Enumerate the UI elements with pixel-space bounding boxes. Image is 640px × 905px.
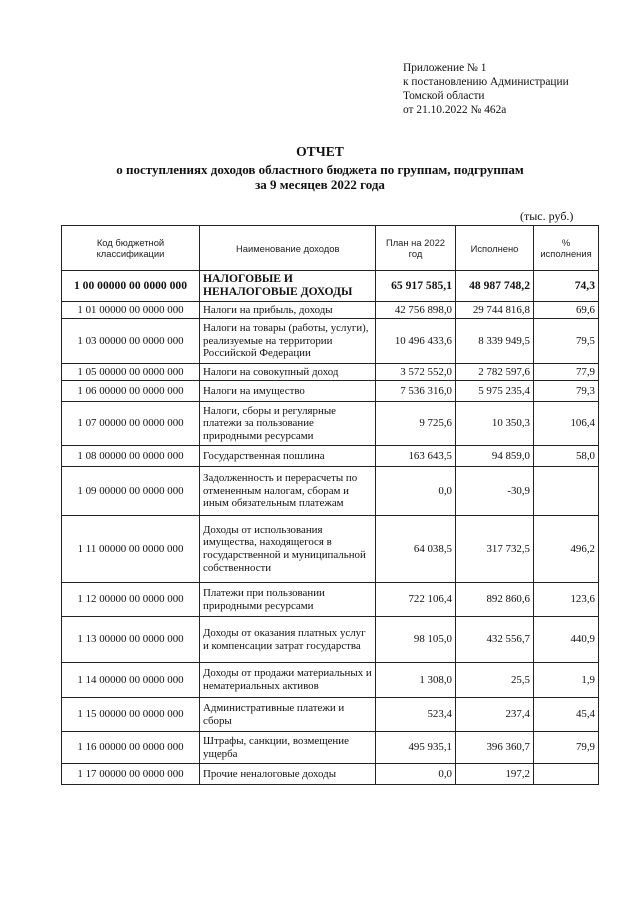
- cell-percent: [534, 467, 599, 516]
- cell-percent: 496,2: [534, 516, 599, 583]
- cell-percent: 45,4: [534, 698, 599, 732]
- table-row: [62, 271, 599, 302]
- cell-actual: 317 732,5: [456, 516, 534, 583]
- header-code: Код бюджетной классификации: [62, 226, 200, 271]
- cell-code: 1 03 00000 00 0000 000: [62, 319, 200, 364]
- cell-percent: 77,9: [534, 364, 599, 381]
- cell-actual: -30,9: [456, 467, 534, 516]
- revenue-table: [61, 225, 599, 785]
- cell-plan: 722 106,4: [376, 583, 456, 617]
- table-row: [62, 302, 599, 319]
- cell-name: Прочие неналоговые доходы: [200, 764, 376, 785]
- cell-code: 1 09 00000 00 0000 000: [62, 467, 200, 516]
- cell-percent: [534, 764, 599, 785]
- cell-name: Платежи при пользовании природными ресурсами: [200, 583, 376, 617]
- cell-percent: 74,3: [534, 271, 599, 302]
- cell-code: 1 12 00000 00 0000 000: [62, 583, 200, 617]
- cell-code: 1 14 00000 00 0000 000: [62, 663, 200, 698]
- cell-code: 1 11 00000 00 0000 000: [62, 516, 200, 583]
- cell-name: Задолженность и перерасчеты по отмененным налогам, сборам и иным обязательным платежам: [200, 467, 376, 516]
- cell-plan: 10 496 433,6: [376, 319, 456, 364]
- cell-plan: 163 643,5: [376, 446, 456, 467]
- cell-name: НАЛОГОВЫЕ И НЕНАЛОГОВЫЕ ДОХОДЫ: [200, 271, 376, 302]
- cell-percent: 69,6: [534, 302, 599, 319]
- cell-percent: 440,9: [534, 617, 599, 663]
- table-row: [62, 402, 599, 446]
- appendix-line: Приложение № 1: [403, 62, 487, 74]
- appendix-line: Томской области: [403, 90, 485, 102]
- cell-percent: 58,0: [534, 446, 599, 467]
- cell-name: Государственная пошлина: [200, 446, 376, 467]
- header-actual: Исполнено: [456, 226, 534, 271]
- cell-name: Доходы от использования имущества, находящегося в государственной и муниципальной собственности: [200, 516, 376, 583]
- table-row: [62, 617, 599, 663]
- cell-name: Административные платежи и сборы: [200, 698, 376, 732]
- cell-code: 1 13 00000 00 0000 000: [62, 617, 200, 663]
- cell-code: 1 05 00000 00 0000 000: [62, 364, 200, 381]
- cell-code: 1 15 00000 00 0000 000: [62, 698, 200, 732]
- cell-code: 1 07 00000 00 0000 000: [62, 402, 200, 446]
- cell-name: Доходы от продажи материальных и нематериальных активов: [200, 663, 376, 698]
- cell-name: Доходы от оказания платных услуг и компенсации затрат государства: [200, 617, 376, 663]
- cell-percent: 106,4: [534, 402, 599, 446]
- cell-plan: 495 935,1: [376, 732, 456, 764]
- header-plan: План на 2022 год: [376, 226, 456, 271]
- cell-actual: 25,5: [456, 663, 534, 698]
- header-percent: % исполнения: [534, 226, 599, 271]
- report-subtitle: [0, 162, 640, 192]
- table-row: [62, 663, 599, 698]
- units-label: (тыс. руб.): [520, 209, 574, 223]
- subtitle-line: о поступлениях доходов областного бюджета по группам, подгруппам: [116, 162, 524, 177]
- cell-percent: 79,9: [534, 732, 599, 764]
- cell-actual: 29 744 816,8: [456, 302, 534, 319]
- cell-plan: 7 536 316,0: [376, 381, 456, 402]
- cell-code: 1 17 00000 00 0000 000: [62, 764, 200, 785]
- cell-actual: 48 987 748,2: [456, 271, 534, 302]
- table-row: [62, 364, 599, 381]
- cell-actual: 2 782 597,6: [456, 364, 534, 381]
- cell-code: 1 00 00000 00 0000 000: [62, 271, 200, 302]
- cell-name: Налоги на совокупный доход: [200, 364, 376, 381]
- cell-plan: 523,4: [376, 698, 456, 732]
- appendix-line: от 21.10.2022 № 462а: [403, 104, 507, 116]
- cell-plan: 0,0: [376, 467, 456, 516]
- cell-name: Налоги, сборы и регулярные платежи за пользование природными ресурсами: [200, 402, 376, 446]
- cell-percent: 79,5: [534, 319, 599, 364]
- cell-code: 1 16 00000 00 0000 000: [62, 732, 200, 764]
- header-name: Наименование доходов: [200, 226, 376, 271]
- cell-plan: 3 572 552,0: [376, 364, 456, 381]
- table-row: [62, 446, 599, 467]
- cell-actual: 5 975 235,4: [456, 381, 534, 402]
- cell-percent: 1,9: [534, 663, 599, 698]
- table-row: [62, 319, 599, 364]
- cell-actual: 237,4: [456, 698, 534, 732]
- cell-name: Налоги на прибыль, доходы: [200, 302, 376, 319]
- cell-plan: 9 725,6: [376, 402, 456, 446]
- cell-actual: 94 859,0: [456, 446, 534, 467]
- appendix-line: к постановлению Администрации: [403, 76, 569, 88]
- table-row: [62, 698, 599, 732]
- cell-actual: 197,2: [456, 764, 534, 785]
- table-row: [62, 516, 599, 583]
- table-row: [62, 381, 599, 402]
- table-row: [62, 764, 599, 785]
- table-row: [62, 732, 599, 764]
- cell-actual: 432 556,7: [456, 617, 534, 663]
- table-row: [62, 467, 599, 516]
- cell-plan: 64 038,5: [376, 516, 456, 583]
- cell-actual: 396 360,7: [456, 732, 534, 764]
- cell-percent: 79,3: [534, 381, 599, 402]
- cell-name: Налоги на товары (работы, услуги), реализуемые на территории Российской Федерации: [200, 319, 376, 364]
- cell-plan: 42 756 898,0: [376, 302, 456, 319]
- cell-name: Налоги на имущество: [200, 381, 376, 402]
- cell-actual: 892 860,6: [456, 583, 534, 617]
- appendix-block: [403, 61, 569, 117]
- report-title: ОТЧЕТ: [296, 144, 344, 159]
- cell-plan: 1 308,0: [376, 663, 456, 698]
- table-header-row: [62, 226, 599, 271]
- cell-code: 1 01 00000 00 0000 000: [62, 302, 200, 319]
- cell-plan: 98 105,0: [376, 617, 456, 663]
- cell-plan: 65 917 585,1: [376, 271, 456, 302]
- subtitle-line: за 9 месяцев 2022 года: [255, 177, 385, 192]
- cell-name: Штрафы, санкции, возмещение ущерба: [200, 732, 376, 764]
- cell-code: 1 08 00000 00 0000 000: [62, 446, 200, 467]
- cell-percent: 123,6: [534, 583, 599, 617]
- table-row: [62, 583, 599, 617]
- cell-code: 1 06 00000 00 0000 000: [62, 381, 200, 402]
- cell-plan: 0,0: [376, 764, 456, 785]
- cell-actual: 8 339 949,5: [456, 319, 534, 364]
- cell-actual: 10 350,3: [456, 402, 534, 446]
